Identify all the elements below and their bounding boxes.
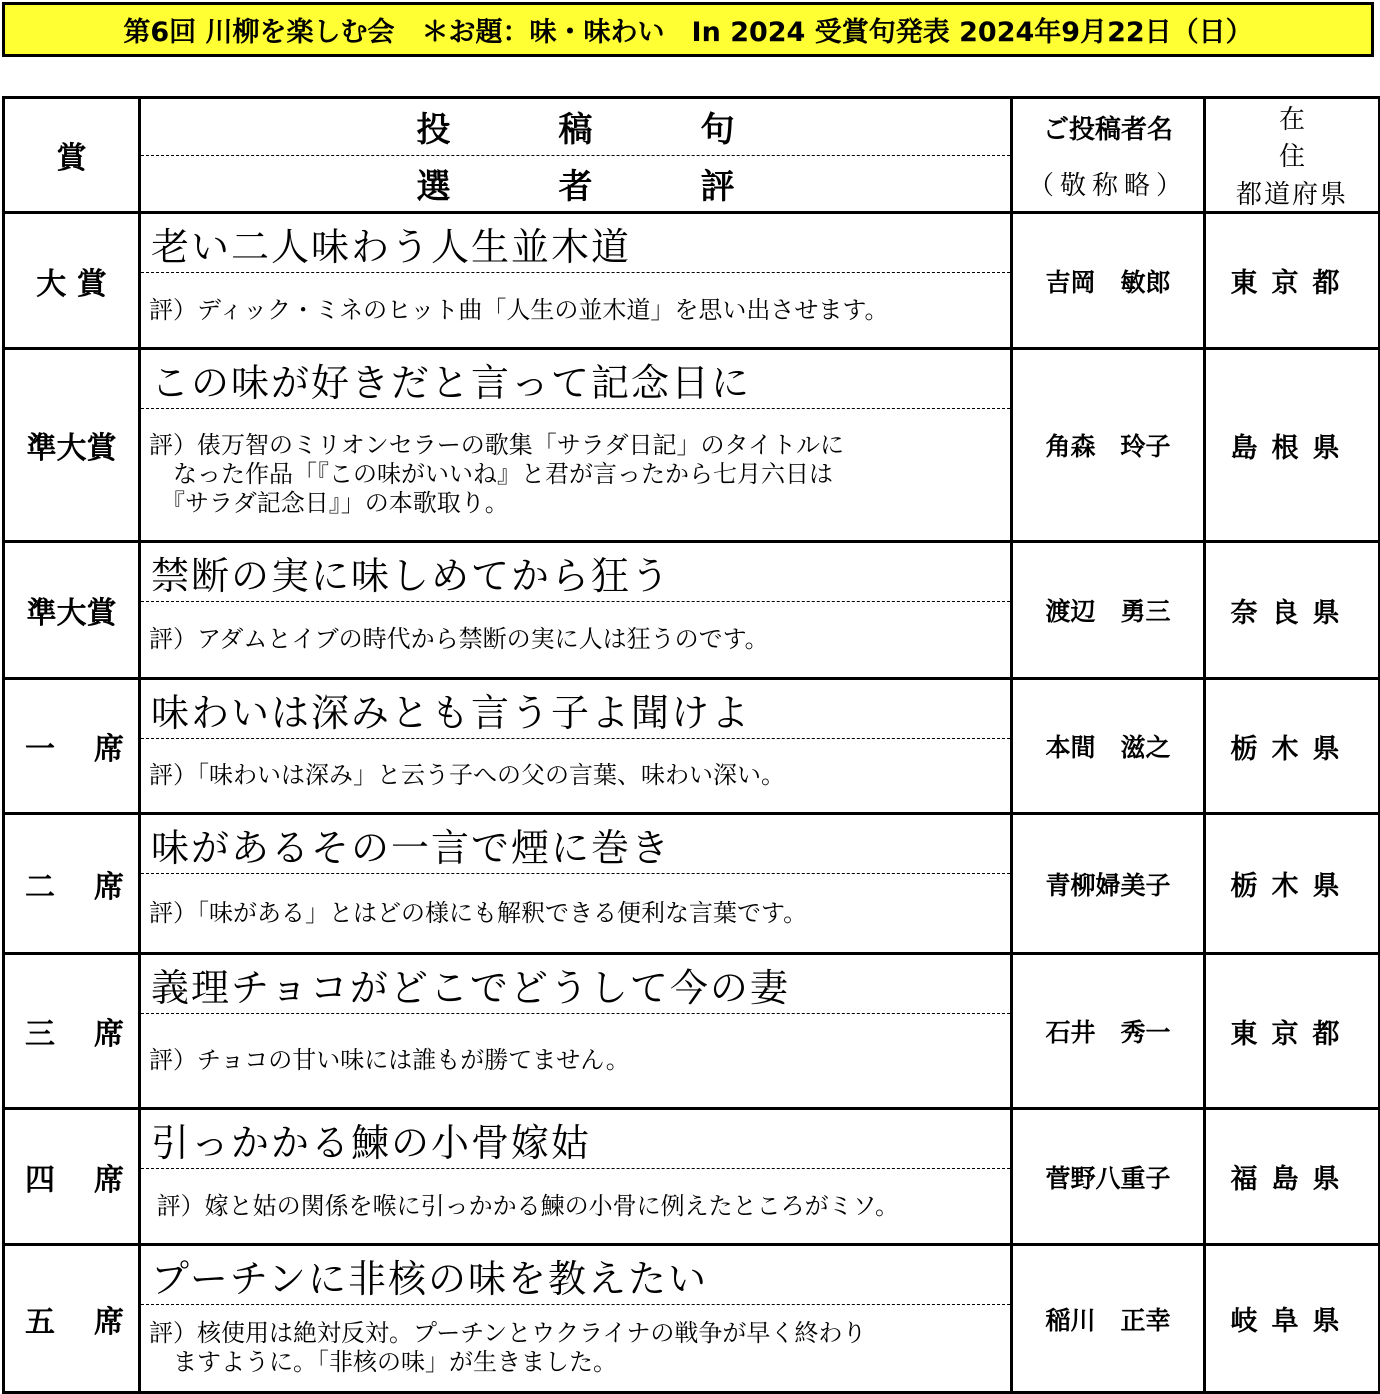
comment-cell xyxy=(141,602,1010,677)
author-prefecture: 栃木県 xyxy=(1205,679,1380,814)
comment-cell xyxy=(141,739,1010,812)
header-name-note: （敬称略） xyxy=(1027,170,1188,201)
table-row xyxy=(4,954,1380,1109)
award-cell: 二席 xyxy=(4,814,140,954)
author-prefecture: 東京都 xyxy=(1205,954,1380,1109)
header-award xyxy=(4,98,140,213)
author-prefecture: 島根県 xyxy=(1205,349,1380,542)
poem-cell xyxy=(140,679,1012,814)
author-prefecture: 東京都 xyxy=(1205,213,1380,349)
poem-text: この味が好きだと言って記念日に xyxy=(141,350,1010,409)
header-name xyxy=(1012,98,1205,213)
author-name: 石井 秀一 xyxy=(1012,954,1205,1109)
award-cell: 準大賞 xyxy=(4,542,140,679)
table-row xyxy=(4,213,1380,349)
author-name: 本間 滋之 xyxy=(1012,679,1205,814)
poem-text: 禁断の実に味しめてから狂う xyxy=(141,543,1010,602)
author-prefecture: 岐阜県 xyxy=(1205,1245,1380,1393)
table-row xyxy=(4,679,1380,814)
award-cell: 三席 xyxy=(4,954,140,1109)
award-cell: 五席 xyxy=(4,1245,140,1393)
author-prefecture: 奈良県 xyxy=(1205,542,1380,679)
table-row xyxy=(4,349,1380,542)
header-pref-label-top: 在住 xyxy=(1279,105,1380,172)
table-row xyxy=(4,542,1380,679)
poem-text: 味があるその一言で煙に巻き xyxy=(141,815,1010,874)
poem-cell xyxy=(140,954,1012,1109)
comment-cell xyxy=(141,273,1010,347)
poem-cell xyxy=(140,349,1012,542)
author-name: 角森 玲子 xyxy=(1012,349,1205,542)
author-name: 稲川 正幸 xyxy=(1012,1245,1205,1393)
comment-cell xyxy=(141,874,1010,952)
header-comment-label: 選者評 xyxy=(416,166,843,207)
header-poem-label: 投稿句 xyxy=(141,99,1010,156)
award-cell: 一席 xyxy=(4,679,140,814)
comment-text: 評）「味わいは深み」と云う子への父の言葉、味わい深い。 xyxy=(149,761,785,789)
poem-text: 味わいは深みとも言う子よ聞けよ xyxy=(141,680,1010,739)
header-pref-label-bottom: 都道府県 xyxy=(1235,179,1348,210)
author-prefecture: 福島県 xyxy=(1205,1109,1380,1245)
comment-cell xyxy=(141,1169,1010,1243)
header-row xyxy=(4,98,1380,213)
page-title-banner xyxy=(2,2,1374,57)
header-name-label: ご投稿者名 xyxy=(1042,114,1173,145)
header-prefecture xyxy=(1205,98,1380,213)
poem-cell xyxy=(140,1245,1012,1393)
comment-cell xyxy=(141,409,1010,540)
poem-cell xyxy=(140,542,1012,679)
award-cell: 準大賞 xyxy=(4,349,140,542)
table-row xyxy=(4,1245,1380,1393)
comment-text: 評）ディック・ミネのヒット曲「人生の並木道」を思い出させます。 xyxy=(149,295,889,324)
table-row xyxy=(4,1109,1380,1245)
comment-cell xyxy=(141,1014,1010,1107)
comment-text: 評）嫁と姑の関係を喉に引っかかる鰊の小骨に例えたところがミソ。 xyxy=(149,1191,899,1220)
poem-text: 義理チョコがどこでどうして今の妻 xyxy=(141,955,1010,1014)
author-name: 青柳婦美子 xyxy=(1012,814,1205,954)
comment-text: 評）チョコの甘い味には誰もが勝てません。 xyxy=(149,1046,630,1074)
author-name: 菅野八重子 xyxy=(1012,1109,1205,1245)
comment-text: 評）「味がある」とはどの様にも解釈できる便利な言葉です。 xyxy=(149,898,808,927)
author-name: 吉岡 敏郎 xyxy=(1012,213,1205,349)
poem-cell xyxy=(140,1109,1012,1245)
comment-text: 評）核使用は絶対反対。プーチンとウクライナの戦争が早く終わり ますように。「非核の味」が生きました。 xyxy=(149,1319,867,1376)
poem-text: 老い二人味わう人生並木道 xyxy=(141,214,1010,273)
header-poem-comment xyxy=(140,98,1012,213)
header-award-label: 賞 xyxy=(56,141,87,176)
poem-cell xyxy=(140,814,1012,954)
award-table xyxy=(2,96,1380,1394)
table-row xyxy=(4,814,1380,954)
poem-text: プーチンに非核の味を教えたい xyxy=(141,1246,1010,1305)
comment-text: 評）俵万智のミリオンセラーの歌集「サラダ日記」のタイトルに なった作品「『この味がいいね』と君が言ったから七月六日は 『サラダ記念日』」の本歌取り。 xyxy=(149,431,845,517)
author-prefecture: 栃木県 xyxy=(1205,814,1380,954)
poem-cell xyxy=(140,213,1012,349)
award-cell: 四席 xyxy=(4,1109,140,1245)
award-cell: 大 賞 xyxy=(4,213,140,349)
page-title: 第6回 川柳を楽しむ会 ＊お題：味・味わい In 2024 受賞句発表 2024年9月22日（日） xyxy=(123,17,1253,48)
author-name: 渡辺 勇三 xyxy=(1012,542,1205,679)
comment-cell xyxy=(141,1305,1010,1391)
comment-text: 評）アダムとイブの時代から禁断の実に人は狂うのです。 xyxy=(149,625,769,653)
poem-text: 引っかかる鰊の小骨嫁姑 xyxy=(141,1110,1010,1169)
